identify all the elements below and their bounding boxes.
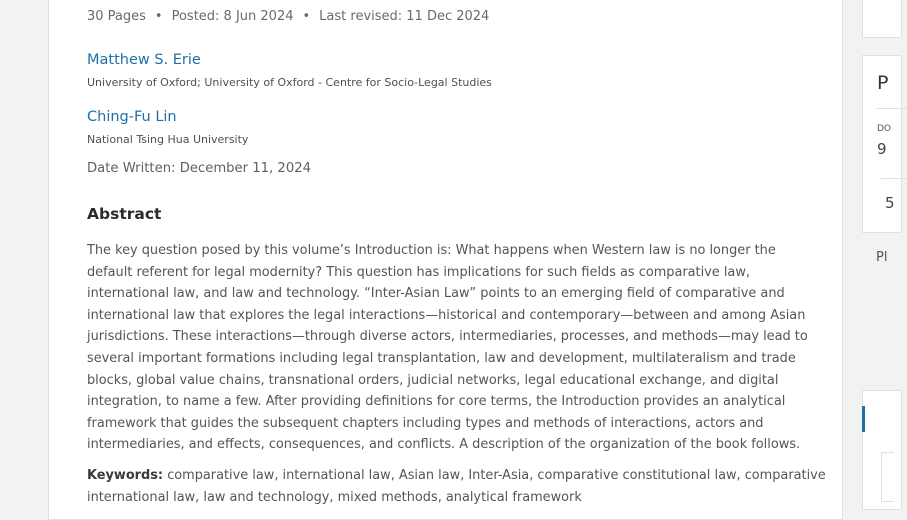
revised-date: Last revised: 11 Dec 2024 [319,9,490,24]
section-accent-bar [862,406,865,432]
author-link-lin[interactable]: Ching-Fu Lin [87,109,177,125]
abstract-line: The key question posed by this volume’s Introduction is: What happens when Western law is no longer the [87,243,776,258]
abstract-line: jurisdictions. These interactions—through diverse actors, intermediaries, processes, and methods—may lead to [87,329,808,345]
paper-meta [87,9,489,24]
author-affiliation: National Tsing Hua University [87,133,249,146]
divider [881,178,907,179]
meta-separator: • [154,9,163,24]
right-panel-top-card [862,0,902,38]
divider [877,108,907,109]
abstract-line: integration, to name a few. After providing definitions for core terms, the Introduction provides an analytical [87,394,786,410]
date-written: Date Written: December 11, 2024 [87,161,311,176]
keywords-text: comparative law, international law, Asian law, Inter-Asia, comparative constitutional law, comparative [163,468,826,483]
abstract-line: international law that explores the legal interactions—historical and contemporary—between and among Asian [87,307,806,323]
doi-label: DO [877,124,892,134]
keywords-text: international law, law and technology, mixed methods, analytical framework [87,489,582,505]
author-link-erie[interactable]: Matthew S. Erie [87,52,201,68]
page-count: 30 Pages [87,9,146,24]
meta-separator: • [302,9,311,24]
stat-value: 5 [885,194,895,212]
abstract-line: framework that guides the subsequent chapters including types and methods of interactions, actors and [87,415,764,431]
posted-date: Posted: 8 Jun 2024 [171,9,294,24]
right-panel-heading: P [877,72,889,94]
right-panel-stats-card [862,55,902,233]
keywords [87,465,826,508]
keywords-label: Keywords: [87,468,164,483]
abstract-text [87,240,808,456]
abstract-line: intermediaries, and effects, consequences, and conflicts. A description of the organization of the book follows. [87,437,801,453]
doi-value: 9 [877,140,887,158]
right-panel-label: Pl [876,250,888,265]
abstract-heading: Abstract [87,205,162,223]
abstract-line: default referent for legal modernity? This question has implications for such fields as comparative law, [87,264,750,280]
abstract-line: international law, and law and technology. “Inter-Asian Law” points to an emerging field of comparative and [87,286,785,302]
right-panel-box [881,452,894,502]
author-affiliation: University of Oxford; University of Oxford - Centre for Socio-Legal Studies [87,76,492,89]
abstract-line: blocks, global value chains, transnational orders, judicial networks, legal educational exchange, and digital [87,372,779,388]
abstract-line: several important formations including legal transplantation, law and development, multilateralism and trade [87,350,796,366]
